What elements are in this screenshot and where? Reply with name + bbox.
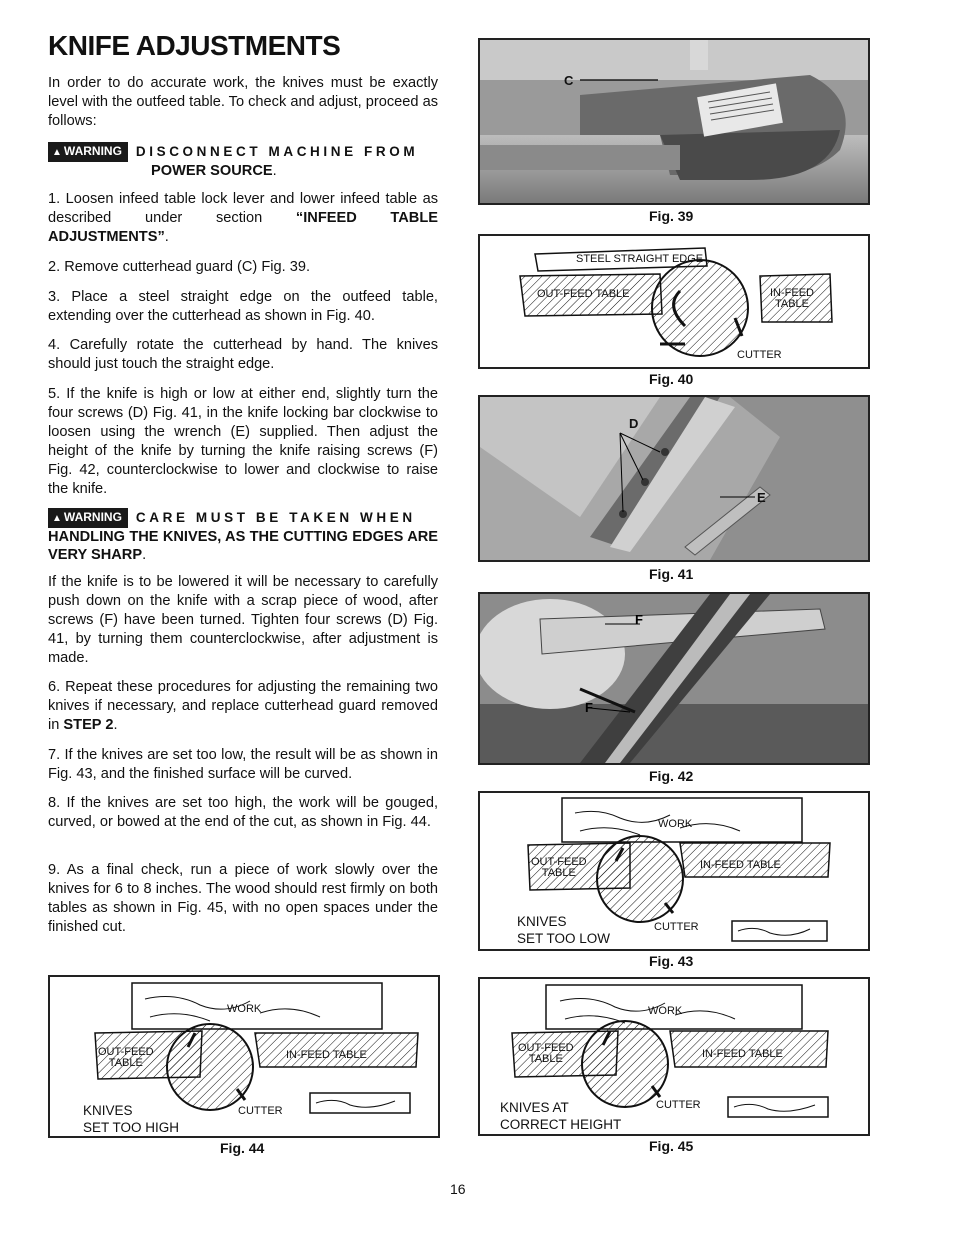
fig-40-infeed-label: IN-FEED TABLE xyxy=(770,287,814,310)
warning-disconnect xyxy=(48,142,438,180)
fig-43-infeed-label: IN-FEED TABLE xyxy=(700,859,781,871)
warning2-text-bold: HANDLING THE KNIVES, AS THE CUTTING EDGES ARE VERY SHARP xyxy=(48,529,438,563)
page-title: KNIFE ADJUSTMENTS xyxy=(48,30,341,61)
fig-45-infeed-label: IN-FEED TABLE xyxy=(702,1048,783,1060)
fig-44-outfeed-label: OUT-FEED TABLE xyxy=(98,1046,154,1069)
warning-text-spaced: DISCONNECT MACHINE FROM xyxy=(135,144,419,159)
step-6-text: 6. Repeat these procedures for adjusting the remaining two knives if necessary, and replace cutterhead guard removed in xyxy=(48,679,438,733)
fig-39-illustration xyxy=(480,40,868,203)
fig-45-note: KNIVES AT CORRECT HEIGHT xyxy=(500,1100,622,1132)
fig-42-label-f-top: F xyxy=(635,612,643,627)
fig-42-caption: Fig. 42 xyxy=(649,768,694,784)
step-1-end: . xyxy=(164,229,169,245)
step-1-ref: “INFEED TABLE ADJUSTMENTS” xyxy=(48,210,438,245)
fig-45-work-label: WORK xyxy=(648,1005,683,1017)
fig-39-label-c: C xyxy=(564,73,574,88)
fig-42-label-f-bottom: F xyxy=(585,700,593,715)
warning-triangle-icon: ▲ xyxy=(52,513,62,524)
fig-41-photo xyxy=(478,395,870,562)
fig-44-diagram xyxy=(48,975,440,1138)
fig-40-diagram xyxy=(478,234,870,369)
fig-45-diagram xyxy=(478,977,870,1136)
fig-40-straight-edge-label: STEEL STRAIGHT EDGE xyxy=(576,253,704,265)
step-3: 3. Place a steel straight edge on the outfeed table, extending over the cutterhead as shown in Fig. 40. xyxy=(48,289,438,324)
fig-42-photo xyxy=(478,592,870,765)
step-7: 7. If the knives are set too low, the result will be as shown in Fig. 43, and the finished surface will be curved. xyxy=(48,747,438,782)
fig-40-caption: Fig. 40 xyxy=(649,371,694,387)
step-9: 9. As a final check, run a piece of work slowly over the knives for 6 to 8 inches. The wood should rest firmly on both tables as shown in Fig. 45, with no open spaces under the finished cut. xyxy=(48,862,438,935)
step-6 xyxy=(48,678,438,735)
warning2-text-end: . xyxy=(142,547,147,563)
fig-45-outfeed-label: OUT-FEED TABLE xyxy=(518,1042,574,1065)
fig-44-caption: Fig. 44 xyxy=(220,1140,265,1156)
step-1 xyxy=(48,190,438,247)
fig-43-caption: Fig. 43 xyxy=(649,953,694,969)
fig-43-note: KNIVES SET TOO LOW xyxy=(517,914,611,946)
fig-44-infeed-label: IN-FEED TABLE xyxy=(286,1049,367,1061)
fig-40-cutter-label: CUTTER xyxy=(737,349,782,361)
fig-39-caption: Fig. 39 xyxy=(649,208,694,224)
fig-45-cutter-label: CUTTER xyxy=(656,1099,701,1111)
fig-39-photo xyxy=(478,38,870,205)
warning-text-bold: POWER SOURCE xyxy=(151,163,273,179)
fig-44-cutter-label: CUTTER xyxy=(238,1105,283,1117)
step-4: 4. Carefully rotate the cutterhead by hand. The knives should just touch the straight edge. xyxy=(48,337,438,372)
fig-44-note: KNIVES SET TOO HIGH xyxy=(83,1103,180,1135)
fig-45-caption: Fig. 45 xyxy=(649,1138,694,1154)
warning-triangle-icon: ▲ xyxy=(52,147,62,158)
fig-43-diagram xyxy=(478,791,870,951)
warning-text-end: . xyxy=(272,163,277,179)
warning-badge: ▲ WARNING xyxy=(48,142,128,162)
step-8: 8. If the knives are set too high, the work will be gouged, curved, or bowed at the end of the cut, as shown in Fig. 44. xyxy=(48,795,438,830)
step-6-ref: STEP 2 xyxy=(63,717,114,733)
intro-paragraph: In order to do accurate work, the knives must be exactly level with the outfeed table. To check and adjust, proceed as follows: xyxy=(48,75,438,129)
fig-44-work-label: WORK xyxy=(227,1003,262,1015)
step-5: 5. If the knife is high or low at either end, slightly turn the four screws (D) Fig. 41, in the knife locking bar clockwise to loosen using the wrench (E) supplied. Then adjust the height of the knife by turning the knife raising screws (F) Fig. 42, counterclockwise to lower and clockwise to raise the knife. xyxy=(48,386,438,497)
step-6-end: . xyxy=(113,717,118,733)
fig-41-caption: Fig. 41 xyxy=(649,566,694,582)
step-1-text: 1. Loosen infeed table lock lever and lower infeed table as described under section xyxy=(48,191,438,226)
warning-knives xyxy=(48,508,438,564)
fig-41-illustration xyxy=(480,397,868,560)
fig-43-cutter-label: CUTTER xyxy=(654,921,699,933)
fig-41-label-e: E xyxy=(757,490,766,505)
fig-40-outfeed-label: OUT-FEED TABLE xyxy=(537,288,630,300)
fig-43-work-label: WORK xyxy=(658,818,693,830)
fig-41-label-d: D xyxy=(629,416,639,431)
fig-42-illustration xyxy=(480,594,868,763)
lowering-paragraph: If the knife is to be lowered it will be necessary to carefully push down on the knife with a scrap piece of wood, after screws (F) have been turned. Tighten four screws (D) Fig. 41, by turning them counterclockwise, after adjustment is made. xyxy=(48,574,438,666)
warning-badge-2: ▲ WARNING xyxy=(48,508,128,528)
warning2-text-spaced: CARE MUST BE TAKEN WHEN xyxy=(135,510,416,525)
step-2: 2. Remove cutterhead guard (C) Fig. 39. xyxy=(48,259,311,275)
fig-43-outfeed-label: OUT-FEED TABLE xyxy=(531,856,587,879)
page-number: 16 xyxy=(450,1181,466,1197)
